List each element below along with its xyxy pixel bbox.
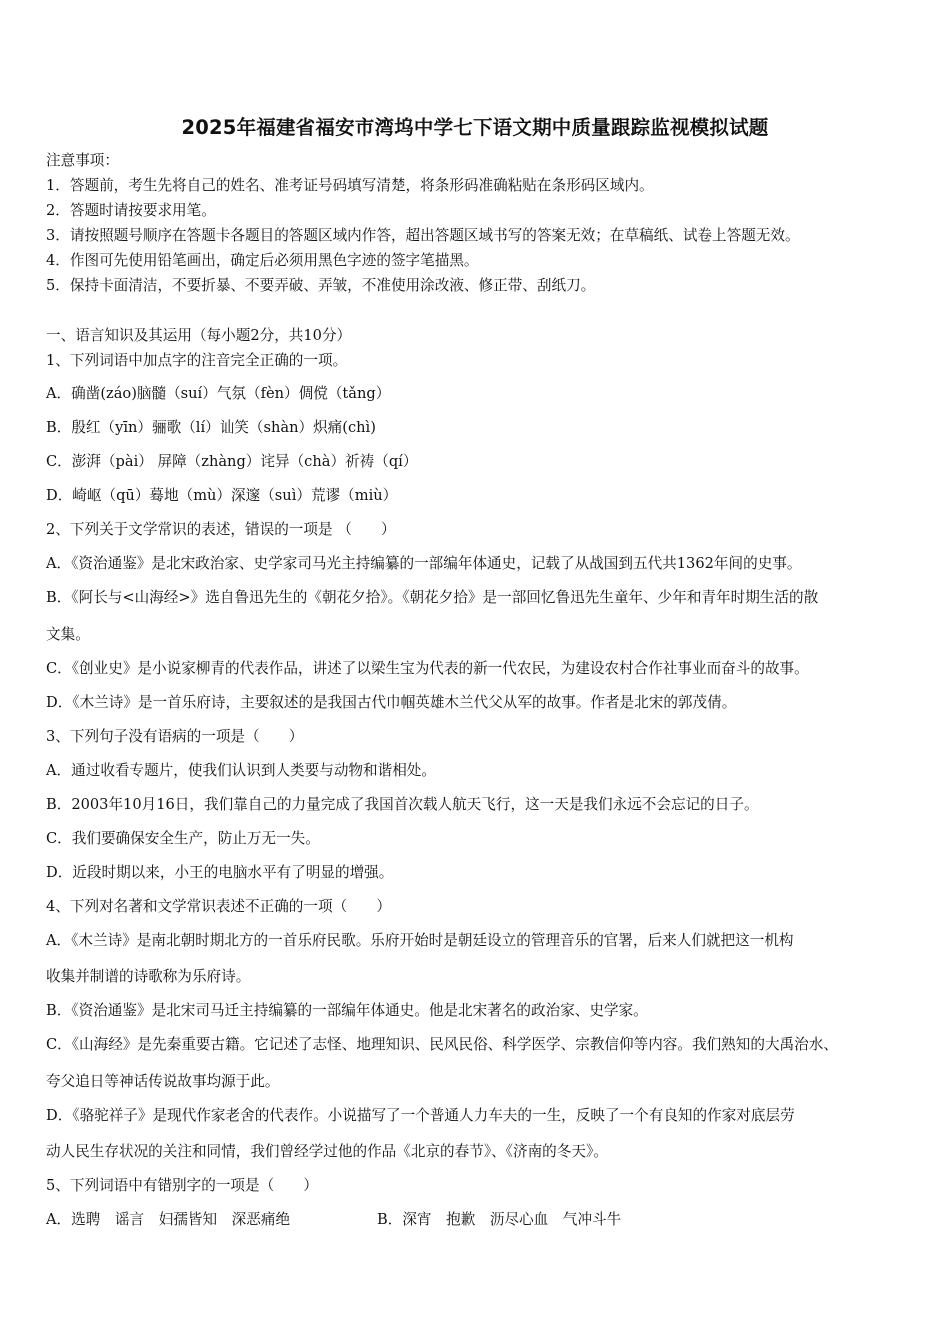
q4-option-c-line2: 夸父追日等神话传说故事均源于此。 xyxy=(46,1073,280,1090)
q2-option-b-line2: 文集。 xyxy=(46,626,90,643)
q4-option-a-line2: 收集并制谱的诗歌称为乐府诗。 xyxy=(46,968,251,985)
q2-option-c: C．《创业史》是小说家柳青的代表作品，讲述了以梁生宝为代表的新一代农民，为建设农村合作社事业而奋斗的故事。 xyxy=(46,660,809,677)
q2-option-d: D．《木兰诗》是一首乐府诗，主要叙述的是我国古代巾帼英雄木兰代父从军的故事。作者是北宋的郭茂倩。 xyxy=(46,694,737,711)
q3-option-a: A．通过收看专题片，使我们认识到人类要与动物和谐相处。 xyxy=(46,762,436,779)
q4-option-d-line2: 动人民生存状况的关注和同情，我们曾经学过他的作品《北京的春节》、《济南的冬天》。 xyxy=(46,1143,608,1160)
q2-option-b-line1: B．《阿长与<山海经>》选自鲁迅先生的《朝花夕拾》。《朝花夕拾》是一部回忆鲁迅先生童年、少年和青年时期生活的散 xyxy=(46,589,819,606)
section-heading: 一、语言知识及其运用（每小题2分，共10分） xyxy=(46,327,352,344)
notice-item-5: 5．保持卡面清洁，不要折暴、不要弄破、弄皱，不准使用涂改液、修正带、刮纸刀。 xyxy=(46,277,596,294)
q2-option-a: A．《资治通鉴》是北宋政治家、史学家司马光主持编纂的一部编年体通史，记载了从战国到五代共1362年间的史事。 xyxy=(46,555,802,572)
q1-stem: 1、下列词语中加点字的注音完全正确的一项。 xyxy=(46,352,348,369)
q3-stem: 3、下列句子没有语病的一项是（ ） xyxy=(46,728,304,745)
q4-option-d-line1: D．《骆驼祥子》是现代作家老舍的代表作。小说描写了一个普通人力车夫的一生，反映了一个有良知的作家对底层劳 xyxy=(46,1107,795,1124)
notice-heading: 注意事项： xyxy=(46,152,119,169)
notice-item-1: 1．答题前，考生先将自己的姓名、准考证号码填写清楚，将条形码准确粘贴在条形码区域内。 xyxy=(46,177,654,194)
q3-option-d: D．近段时期以来，小王的电脑水平有了明显的增强。 xyxy=(46,864,394,881)
q1-option-d: D．崎岖（qū）蓦地（mù）深邃（suì）荒谬（miù） xyxy=(46,487,398,504)
notice-item-3: 3．请按照题号顺序在答题卡各题目的答题区域内作答，超出答题区域书写的答案无效；在草稿纸、试卷上答题无效。 xyxy=(46,227,800,244)
q1-option-b: B．殷红（yīn）骊歌（lí）讪笑（shàn）炽痛(chì) xyxy=(46,419,376,436)
q3-option-b: B．2003年10月16日，我们靠自己的力量完成了我国首次载人航天飞行，这一天是我们永远不会忘记的日子。 xyxy=(46,796,759,813)
q5-option-a: A．选聘 谣言 妇孺皆知 深恶痛绝 xyxy=(46,1211,291,1228)
q1-option-a: A．确凿(záo)脑髓（suí）气氛（fèn）倜傥（tǎng） xyxy=(46,385,391,402)
q3-option-c: C．我们要确保安全生产，防止万无一失。 xyxy=(46,830,320,847)
q4-option-a-line1: A．《木兰诗》是南北朝时期北方的一首乐府民歌。乐府开始时是朝廷设立的管理音乐的官署，后来人们就把这一机构 xyxy=(46,932,794,949)
notice-item-4: 4．作图可先使用铅笔画出，确定后必须用黑色字迹的签字笔描黑。 xyxy=(46,252,479,269)
q2-stem: 2、下列关于文学常识的表述，错误的一项是 （ ） xyxy=(46,521,396,538)
notice-item-2: 2．答题时请按要求用笔。 xyxy=(46,202,216,219)
q5-option-b: B．深宵 抱歉 沥尽心血 气冲斗牛 xyxy=(377,1211,622,1228)
q5-stem: 5、下列词语中有错别字的一项是（ ） xyxy=(46,1177,318,1194)
q1-option-c: C．澎湃（pài） 屏障（zhàng）诧异（chà）祈祷（qí） xyxy=(46,453,418,470)
page-title: 2025年福建省福安市湾坞中学七下语文期中质量跟踪监视模拟试题 xyxy=(181,116,769,139)
q4-option-b: B．《资治通鉴》是北宋司马迁主持编纂的一部编年体通史。他是北宋著名的政治家、史学家。 xyxy=(46,1002,648,1019)
q4-stem: 4、下列对名著和文学常识表述不正确的一项（ ） xyxy=(46,898,391,915)
q4-option-c-line1: C．《山海经》是先秦重要古籍。它记述了志怪、地理知识、民风民俗、科学医学、宗教信仰等内容。我们熟知的大禹治水、 xyxy=(46,1036,838,1053)
